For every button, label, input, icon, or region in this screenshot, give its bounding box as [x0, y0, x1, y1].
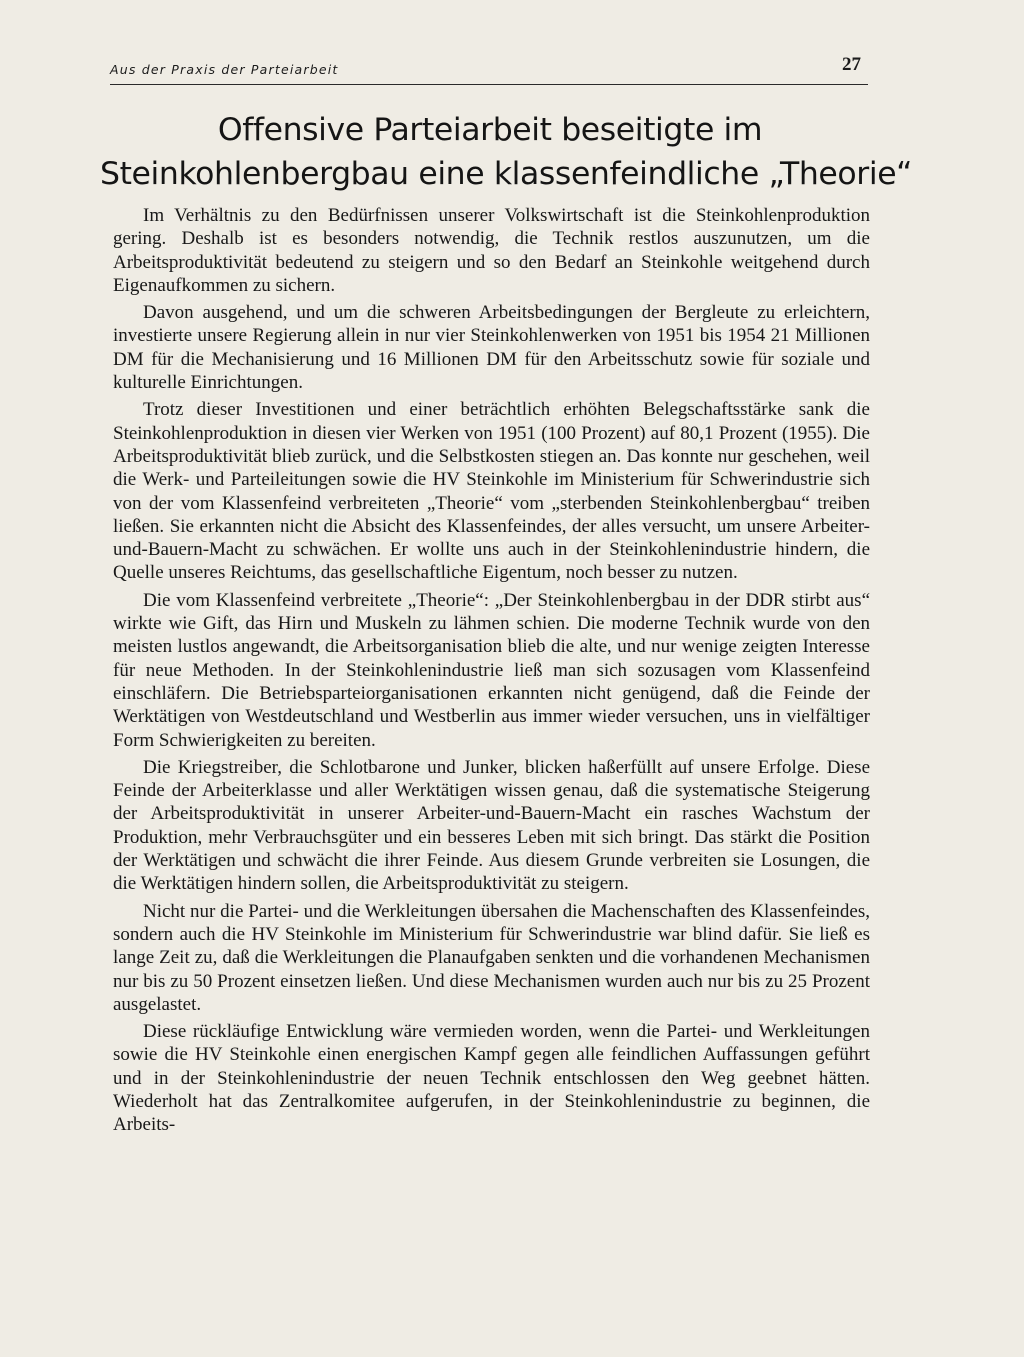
running-title: Aus der Praxis der Parteiarbeit [110, 62, 339, 77]
paragraph-1: Im Verhältnis zu den Bedürfnissen unserer Volkswirtschaft ist die Steinkohlenproduktion gering. Deshalb ist es besonders notwendig, die Technik restlos auszunutzen, um die Arbeitsproduktivität bedeutend zu steigern und so den Bedarf an Steinkohle weitgehend durch Eigenaufkommen zu sichern. [113, 205, 870, 296]
paragraph-4: Die vom Klassenfeind verbreitete „Theorie“: „Der Steinkohlenbergbau in der DDR stirbt aus“ wirkte wie Gift, das Hirn und Muskeln zu lähmen schien. Die moderne Technik wurde von den meisten lustlos angewandt, die Arbeitsorganisation blieb die alte, und nur wenige zeigten Interesse für neue Methoden. In der Steinkohlenindustrie ließ man sich sozusagen vom Klassenfeind einschläfern. Die Betriebsparteiorganisationen erkannten nicht genügend, daß die Feinde der Werktätigen von Westdeutschland und Westberlin aus immer wieder versuchen, uns in vielfältiger Form Schwierigkeiten zu bereiten. [113, 589, 870, 751]
paragraph-2: Davon ausgehend, und um die schweren Arbeitsbedingungen der Bergleute zu erleichtern, investierte unsere Regierung allein in nur vier Steinkohlenwerken von 1951 bis 1954 21 Millionen DM für die Mechanisierung und 16 Millionen DM für den Arbeitsschutz sowie für soziale und kulturelle Einrichtungen. [113, 302, 870, 394]
paragraph-6: Nicht nur die Partei- und die Werkleitungen übersahen die Machenschaften des Klassenfeindes, sondern auch die HV Steinkohle im Ministerium für Schwerindustrie war blind dafür. Sie ließ es lange Zeit zu, daß die Werkleitungen die Planaufgaben senkten und die vorhandenen Mechanismen nur bis zu 50 Prozent einsetzen ließen. Und diese Mechanismen wurden auch nur bis zu 25 Prozent ausgelastet. [113, 900, 870, 1015]
article-title [100, 108, 913, 196]
paragraph-3: Trotz dieser Investitionen und einer beträchtlich erhöhten Belegschaftsstärke sank die Steinkohlenproduktion in diesen vier Werken von 1951 (100 Prozent) auf 80,1 Prozent (1955). Die Arbeitsproduktivität blieb zurück, und die Selbstkosten stiegen an. Das konnte nur geschehen, weil die Werk- und Parteileitungen sowie die HV Steinkohle im Ministerium für Schwerindustrie sich von der vom Klassenfeind verbreiteten „Theorie“ vom „sterbenden Steinkohlenbergbau“ treiben ließen. Sie erkannten nicht die Absicht des Klassenfeindes, der alles versucht, um unsere Arbeiter-und-Bauern-Macht zu schwächen. Er wollte uns auch in der Steinkohlenindustrie hindern, die Quelle unseres Reichtums, das gesellschaftliche Eigentum, noch besser zu nutzen. [113, 399, 870, 584]
header-rule [110, 84, 868, 85]
page-number: 27 [842, 54, 861, 75]
article-title-line-2: Steinkohlenbergbau eine klassenfeindliche „Theorie“ [100, 156, 913, 192]
paragraph-7: Diese rückläufige Entwicklung wäre vermieden worden, wenn die Partei- und Werkleitungen sowie die HV Steinkohle einen energischen Kampf gegen alle feindlichen Auffassungen geführt und in der Steinkohlenindustrie der neuen Technik entschlossen den Weg geebnet hätten. Wiederholt hat das Zentralkomitee aufgerufen, in der Steinkohlenindustrie zu beginnen, die Arbeits- [113, 1021, 870, 1136]
paragraph-5: Die Kriegstreiber, die Schlotbarone und Junker, blicken haßerfüllt auf unsere Erfolge. Diese Feinde der Arbeiterklasse und aller Werktätigen wissen genau, daß die systematische Steigerung der Arbeitsproduktivität in unserer Arbeiter-und-Bauern-Macht ein rasches Wachstum der Produktion, mehr Verbrauchsgüter und ein besseres Leben mit sich bringt. Das stärkt die Position der Werktätigen und schwächt die ihrer Feinde. Aus diesem Grunde verbreiten sie Losungen, die die Werktätigen hindern sollen, die Arbeitsproduktivität zu steigern. [113, 756, 870, 895]
article-body [113, 204, 870, 1141]
article-title-line-1: Offensive Parteiarbeit beseitigte im [217, 112, 763, 148]
